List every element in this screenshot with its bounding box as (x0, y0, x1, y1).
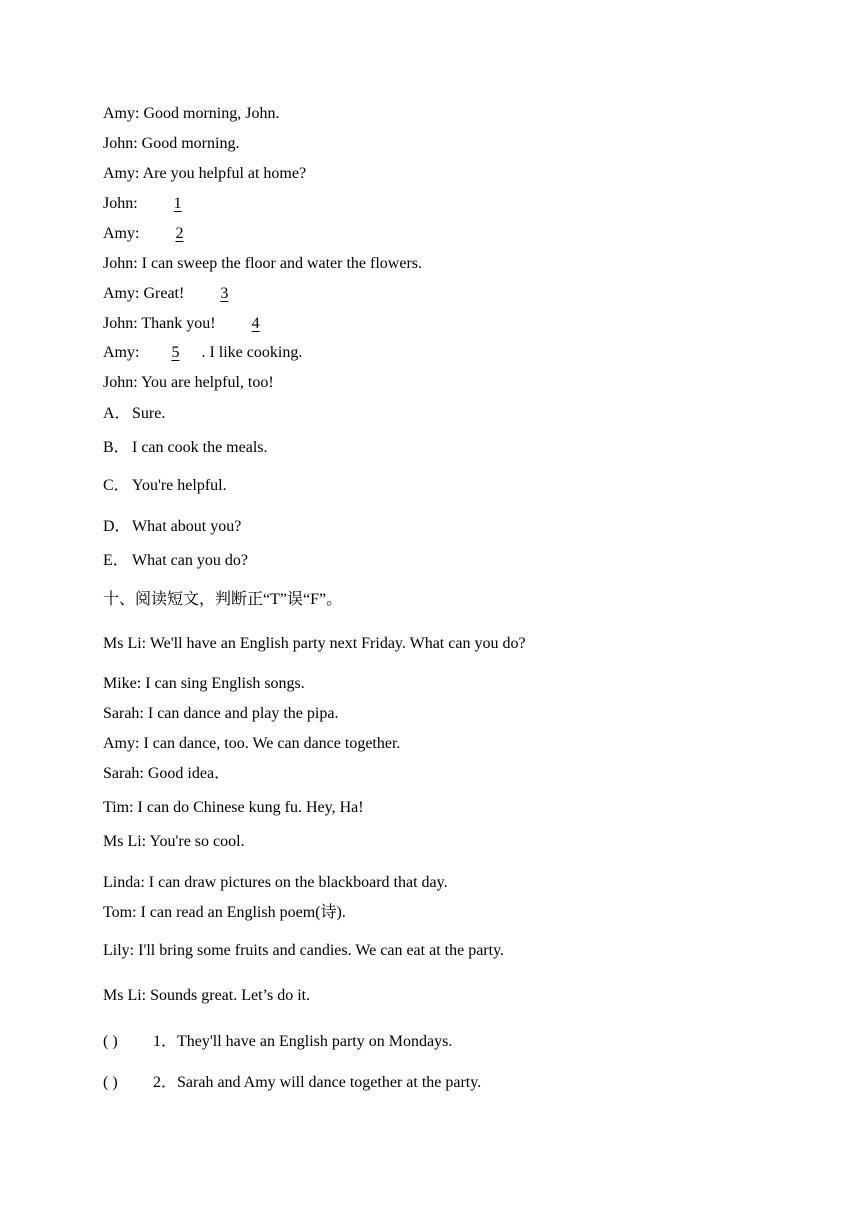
utterance: You are helpful, too! (141, 374, 274, 391)
section-title: 十、阅读短文，判断正“T”误“F”。 (103, 591, 343, 608)
passage-line: Sarah: I can dance and play the pipa. (103, 705, 339, 722)
utterance: Great! (143, 285, 185, 302)
speaker: John: (103, 315, 138, 332)
passage-line: Linda: I can draw pictures on the blackboard that day. (103, 874, 448, 891)
option-text: I can cook the meals. (132, 439, 268, 456)
option-text: What can you do? (132, 552, 248, 569)
question-text: Sarah and Amy will dance together at the party. (177, 1074, 482, 1091)
question-item (103, 1073, 481, 1093)
speaker: John: (103, 255, 138, 272)
passage-line: Ms Li: We'll have an English party next Friday. What can you do? (103, 635, 526, 652)
passage-line: Mike: I can sing English songs. (103, 675, 305, 692)
answer-parens[interactable]: ( ) (103, 1074, 118, 1091)
passage-line: Ms Li: You're so cool. (103, 833, 245, 850)
passage-line: Tom: I can read an English poem(诗). (103, 904, 346, 921)
speaker: Amy: (103, 105, 140, 122)
option-text: Sure. (132, 405, 166, 422)
utterance: Good morning. (141, 135, 240, 152)
dialogue-line (103, 314, 286, 334)
speaker: Amy: (103, 344, 140, 361)
dialogue-line (103, 224, 209, 244)
option-letter: B． (103, 439, 130, 456)
answer-blank[interactable]: 2 (175, 225, 184, 242)
passage-line: Amy: I can dance, too. We can dance together. (103, 735, 401, 752)
utterance: Thank you! (141, 315, 216, 332)
option-text: What about you? (132, 518, 242, 535)
question-text: They'll have an English party on Mondays. (177, 1033, 453, 1050)
speaker: Amy: (103, 225, 140, 242)
answer-parens[interactable]: ( ) (103, 1033, 118, 1050)
option-item (103, 404, 165, 424)
dialogue-line (103, 134, 239, 154)
passage-line: Sarah: Good idea． (103, 765, 231, 782)
dialogue-line (103, 343, 302, 363)
answer-blank[interactable]: 5 (171, 344, 180, 361)
option-text: You're helpful. (132, 477, 227, 494)
utterance: I can sweep the floor and water the flowers. (141, 255, 422, 272)
question-item (103, 1032, 452, 1052)
speaker: Amy: (103, 165, 140, 182)
option-letter: C． (103, 477, 130, 494)
answer-blank[interactable]: 1 (173, 195, 182, 212)
option-item (103, 551, 248, 571)
speaker: Amy: (103, 285, 140, 302)
answer-blank[interactable]: 3 (220, 285, 229, 302)
speaker: John: (103, 135, 138, 152)
question-number: 2． (153, 1074, 178, 1091)
speaker: John: (103, 195, 138, 212)
answer-blank[interactable]: 4 (251, 315, 260, 332)
passage-line: Ms Li: Sounds great. Let’s do it. (103, 987, 311, 1004)
utterance: Are you helpful at home? (142, 165, 307, 182)
passage-line: Lily: I'll bring some fruits and candies. We can eat at the party. (103, 942, 505, 959)
option-item (103, 438, 268, 458)
dialogue-line (103, 254, 422, 274)
dialogue-line (103, 194, 208, 214)
dialogue-line (103, 373, 274, 393)
utterance: Good morning, John. (143, 105, 280, 122)
option-item (103, 476, 227, 496)
dialogue-line (103, 104, 279, 124)
option-letter: E． (103, 552, 129, 569)
option-item (103, 517, 241, 537)
option-letter: D． (103, 518, 131, 535)
dialogue-line (103, 284, 254, 304)
dialogue-line (103, 164, 306, 184)
passage-line: Tim: I can do Chinese kung fu. Hey, Ha! (103, 799, 364, 816)
option-letter: A． (103, 405, 131, 422)
utterance: . I like cooking. (201, 344, 303, 361)
question-number: 1． (153, 1033, 178, 1050)
speaker: John: (103, 374, 138, 391)
